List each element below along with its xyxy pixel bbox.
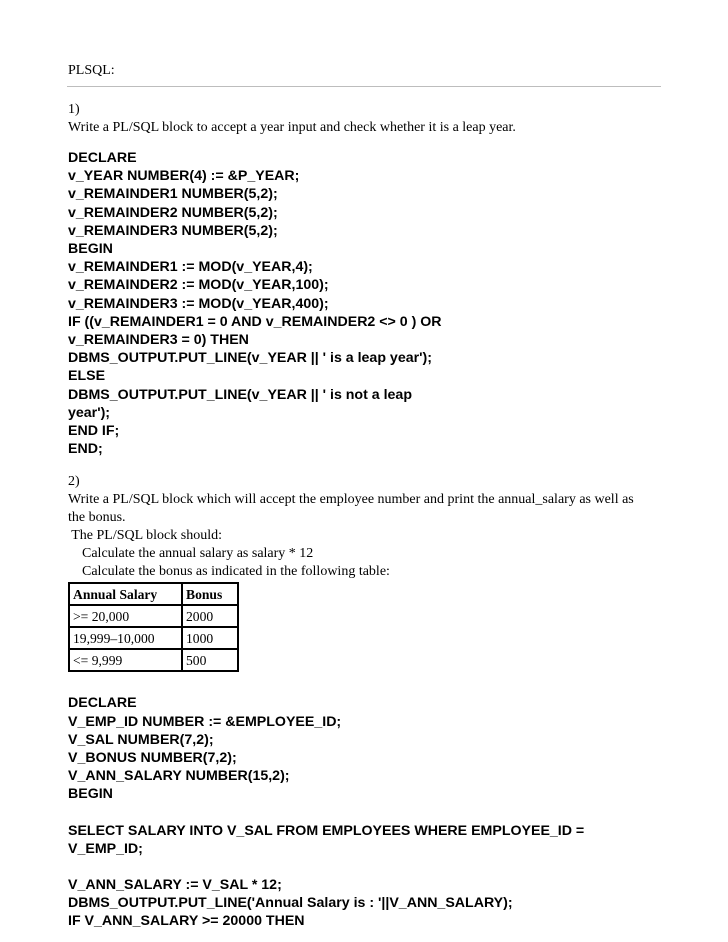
column-header-bonus: Bonus [182, 583, 238, 605]
code-line: END; [68, 441, 103, 458]
question-2-code-select [68, 822, 668, 858]
code-line: V_EMP_ID NUMBER := &EMPLOYEE_ID; [68, 713, 342, 730]
code-line: ELSE [68, 368, 106, 385]
code-line: DBMS_OUTPUT.PUT_LINE(v_YEAR || ' is a leap year'); [68, 350, 432, 367]
table-row [69, 627, 238, 649]
code-line: v_REMAINDER3 NUMBER(5,2); [68, 222, 278, 239]
code-line: DECLARE [68, 695, 137, 712]
question-1-prompt: Write a PL/SQL block to accept a year input and check whether it is a leap year. [68, 120, 516, 135]
code-line: BEGIN [68, 241, 113, 258]
code-line: END IF; [68, 423, 120, 440]
table-cell-salary: 19,999–10,000 [69, 627, 182, 649]
code-line: SELECT SALARY INTO V_SAL FROM EMPLOYEES WHERE EMPLOYEE_ID = [68, 822, 585, 839]
code-line: V_SAL NUMBER(7,2); [68, 731, 214, 748]
requirement-item: Calculate the bonus as indicated in the following table: [68, 564, 390, 580]
title-divider [67, 86, 661, 87]
question-2-requirements: The PL/SQL block should: [68, 528, 222, 544]
code-line: DECLARE [68, 150, 137, 166]
code-line: v_REMAINDER3 = 0) THEN [68, 332, 249, 349]
document-page [68, 62, 668, 931]
table-cell-bonus: 2000 [182, 605, 238, 627]
question-1-number: 1) [68, 102, 80, 117]
code-line: IF V_ANN_SALARY >= 20000 THEN [68, 913, 305, 930]
question-2-prompt: Write a PL/SQL block which will accept the employee number and print the annual_salary as well as [68, 492, 634, 508]
question-1-code-block [68, 149, 668, 458]
code-line: DBMS_OUTPUT.PUT_LINE(v_YEAR || ' is not a leap [68, 386, 412, 403]
code-line: v_REMAINDER3 := MOD(v_YEAR,400); [68, 295, 329, 312]
table-row [69, 605, 238, 627]
table-row [69, 649, 238, 671]
table-cell-salary: >= 20,000 [69, 605, 182, 627]
code-line: v_YEAR NUMBER(4) := &P_YEAR; [68, 168, 300, 185]
code-line: V_ANN_SALARY NUMBER(15,2); [68, 768, 290, 785]
code-line: V_BONUS NUMBER(7,2); [68, 750, 237, 767]
table-cell-bonus: 500 [182, 649, 238, 671]
code-line: v_REMAINDER1 := MOD(v_YEAR,4); [68, 259, 313, 276]
code-line: IF ((v_REMAINDER1 = 0 AND v_REMAINDER2 <> 0 ) OR [68, 313, 442, 330]
page-title: PLSQL: [68, 63, 115, 78]
question-2-number: 2) [68, 474, 80, 490]
code-line: BEGIN [68, 786, 113, 803]
code-line: DBMS_OUTPUT.PUT_LINE('Annual Salary is : '||V_ANN_SALARY); [68, 895, 513, 912]
question-2-code-body [68, 876, 668, 931]
bonus-table [68, 582, 239, 672]
question-2-prompt-cont: the bonus. [68, 510, 126, 526]
table-cell-salary: <= 9,999 [69, 649, 182, 671]
code-line: V_EMP_ID; [68, 840, 143, 857]
column-header-annual-salary: Annual Salary [69, 583, 182, 605]
code-line: v_REMAINDER2 NUMBER(5,2); [68, 204, 278, 221]
code-line: year'); [68, 404, 111, 421]
table-header-row [69, 583, 238, 605]
table-cell-bonus: 1000 [182, 627, 238, 649]
code-line: v_REMAINDER1 NUMBER(5,2); [68, 186, 278, 203]
code-line: V_ANN_SALARY := V_SAL * 12; [68, 877, 282, 894]
question-2-code-declare [68, 694, 668, 803]
code-line: v_REMAINDER2 := MOD(v_YEAR,100); [68, 277, 329, 294]
requirement-item: Calculate the annual salary as salary * 12 [68, 546, 314, 562]
